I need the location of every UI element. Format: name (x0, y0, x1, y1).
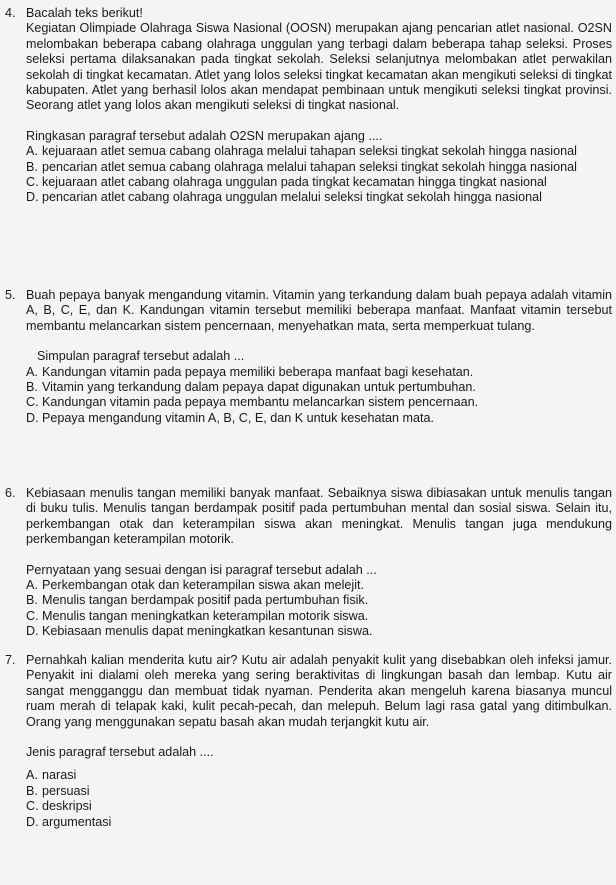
question-number: 5. (5, 288, 16, 302)
question-6 (0, 486, 616, 640)
option-a[interactable]: A. kejuaraan atlet semua cabang olahraga melalui tahapan seleksi tingkat sekolah hingga nasional (26, 144, 577, 159)
question-prompt: Simpulan paragraf tersebut adalah ... (37, 349, 245, 364)
question-number: 6. (5, 486, 16, 500)
question-number: 7. (5, 653, 16, 667)
option-d[interactable]: D. pencarian atlet cabang olahraga unggulan melalui seleksi tingkat sekolah hingga nasional (26, 190, 542, 205)
option-list (26, 768, 612, 830)
question-prompt: Ringkasan paragraf tersebut adalah O2SN merupakan ajang .... (26, 128, 383, 143)
option-b[interactable]: B. persuasi (26, 783, 90, 798)
reading-paragraph: Pernahkah kalian menderita kutu air? Kutu air adalah penyakit kulit yang disebabkan oleh infeksi jamur. Penyakit ini dialami oleh mereka yang sering beraktivitas di lingkungan basah dan lembap. Kutu air sangat mengganggu dan membuat tidak nyaman. Penderita akan mengeluh karena biasanya muncul ruam merah di telapak kaki, kulit pecah-pecah, dan melepuh. Belum lagi rasa gatal yang ditimbulkan. Orang yang menggunakan sepatu basah akan mudah terjangkit kutu air. (26, 653, 612, 729)
option-list (26, 365, 612, 427)
option-a[interactable]: A. Perkembangan otak dan keterampilan siswa akan melejit. (26, 578, 365, 593)
option-c[interactable]: C. Kandungan vitamin pada pepaya membantu melancarkan sistem pencernaan. (26, 395, 479, 410)
reading-paragraph: Kegiatan Olimpiade Olahraga Siswa Nasional (OOSN) merupakan ajang pencarian atlet nasional. O2SN melombakan beberapa cabang olahraga unggulan yang terbagi dalam beberapa tahap seleksi. Proses seleksi pertama dilaksanakan pada tingkat sekolah. Seleksi selanjutnya melombakan atlet perwakilan sekolah di tingkat kecamatan. Atlet yang lolos seleksi tingkat kecamatan akan mengikuti seleksi di tingkat kabupaten. Atlet yang berhasil lolos akan mendapat pembinaan untuk mengikuti seleksi tingkat provinsi. Seorang atlet yang lolos akan mengikuti seleksi di tingkat nasional. (26, 21, 612, 113)
option-a[interactable]: A. Kandungan vitamin pada pepaya memiliki beberapa manfaat bagi kesehatan. (26, 364, 474, 379)
question-prompt: Pernyataan yang sesuai dengan isi paragraf tersebut adalah ... (26, 562, 377, 577)
question-5 (0, 288, 616, 426)
reading-paragraph: Kebiasaan menulis tangan memiliki banyak manfaat. Sebaiknya siswa dibiasakan untuk menulis tangan di buku tulis. Menulis tangan berdampak positif pada pertumbuhan mental dan sosial siswa. Selain itu, perkembangan otak dan keterampilan siswa akan meningkat. Menulis tangan juga mendukung perkembangan keterampilan motorik. (26, 486, 612, 547)
option-a[interactable]: A. narasi (26, 768, 77, 783)
question-number: 4. (5, 6, 16, 20)
option-c[interactable]: C. kejuaraan atlet cabang olahraga unggulan pada tingkat kecamatan hingga tingkat nasional (26, 175, 547, 190)
question-4 (0, 6, 616, 206)
option-b[interactable]: B. Menulis tangan berdampak positif pada pertumbuhan fisik. (26, 593, 369, 608)
option-b[interactable]: B. Vitamin yang terkandung dalam pepaya dapat digunakan untuk pertumbuhan. (26, 380, 476, 395)
question-prompt: Jenis paragraf tersebut adalah .... (26, 745, 214, 760)
question-7 (0, 653, 616, 830)
option-c[interactable]: C. deskripsi (26, 799, 92, 814)
option-b[interactable]: B. pencarian atlet semua cabang olahraga melalui tahapan seleksi tingkat sekolah hingga nasional (26, 159, 577, 174)
option-d[interactable]: D. Pepaya mengandung vitamin A, B, C, E, dan K untuk kesehatan mata. (26, 410, 435, 425)
option-c[interactable]: C. Menulis tangan meningkatkan keterampilan motorik siswa. (26, 608, 369, 623)
reading-paragraph: Buah pepaya banyak mengandung vitamin. Vitamin yang terkandung dalam buah pepaya adalah vitamin A, B, C, E, dan K. Kandungan vitamin tersebut memiliki beberapa manfaat. Manfaat vitamin tersebut membantu melancarkan sistem pencernaan, menyehatkan mata, serta memperkuat tulang. (26, 288, 612, 333)
option-list (26, 578, 612, 640)
option-d[interactable]: D. Kebiasaan menulis dapat meningkatkan kesantunan siswa. (26, 624, 373, 639)
question-intro: Bacalah teks berikut! (26, 6, 143, 20)
option-list (26, 144, 612, 206)
option-d[interactable]: D. argumentasi (26, 814, 112, 829)
